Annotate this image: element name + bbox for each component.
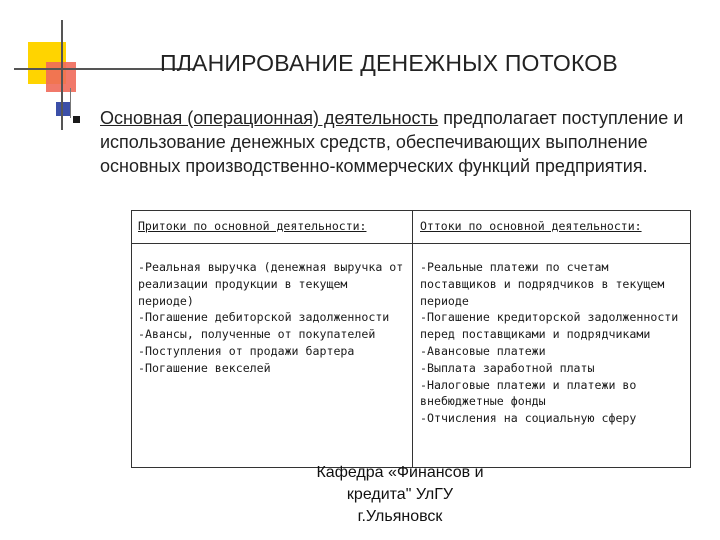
list-item: -Налоговые платежи и платежи во внебюджетные фонды [420, 377, 637, 409]
slide-title: ПЛАНИРОВАНИЕ ДЕНЕЖНЫХ ПОТОКОВ [160, 50, 618, 76]
footer-caption [270, 462, 530, 528]
outflows-list [420, 259, 688, 427]
list-item: -Отчисления на социальную сферу [420, 411, 637, 426]
list-item: -Поступления от продажи бартера [138, 343, 355, 358]
decor-blue-square [56, 102, 70, 116]
cash-flow-table [131, 210, 691, 468]
footer-line: г.Ульяновск [357, 508, 443, 525]
list-item: -Погашение дебиторской задолженности [138, 310, 390, 325]
list-item: -Авансовые платежи [420, 343, 546, 358]
paragraph-text: предполагает поступление и использование денежных средств, обеспечивающих выполнение основных производственно-коммерческих функций предприятия. [100, 108, 684, 176]
list-item: -Реальная выручка (денежная выручка от реализации продукции в текущем периоде) [138, 260, 404, 308]
list-item: -Реальные платежи по счетам поставщиков и подрядчиков в текущем периоде [420, 260, 665, 308]
list-item: -Погашение кредиторской задолженности перед поставщиками и подрядчиками [420, 310, 679, 342]
paragraph-underlined-term: Основная (операционная) деятельность [100, 108, 439, 128]
table-header-divider [132, 243, 690, 244]
bullet-icon [73, 116, 80, 123]
decor-vertical-line-short [70, 88, 71, 118]
table-column-divider [412, 211, 413, 467]
inflows-header: Притоки по основной деятельности: [138, 219, 367, 233]
outflows-header: Оттоки по основной деятельности: [420, 219, 642, 233]
list-item: -Погашение векселей [138, 360, 271, 375]
decor-vertical-line [61, 20, 63, 130]
footer-line: кредита" УлГУ [346, 486, 454, 503]
list-item: -Авансы, полученные от покупателей [138, 327, 376, 342]
footer-line: Кафедра «Финансов и [316, 464, 484, 481]
list-item: -Выплата заработной платы [420, 360, 595, 375]
inflows-list [138, 259, 410, 377]
slide-paragraph [100, 106, 690, 178]
